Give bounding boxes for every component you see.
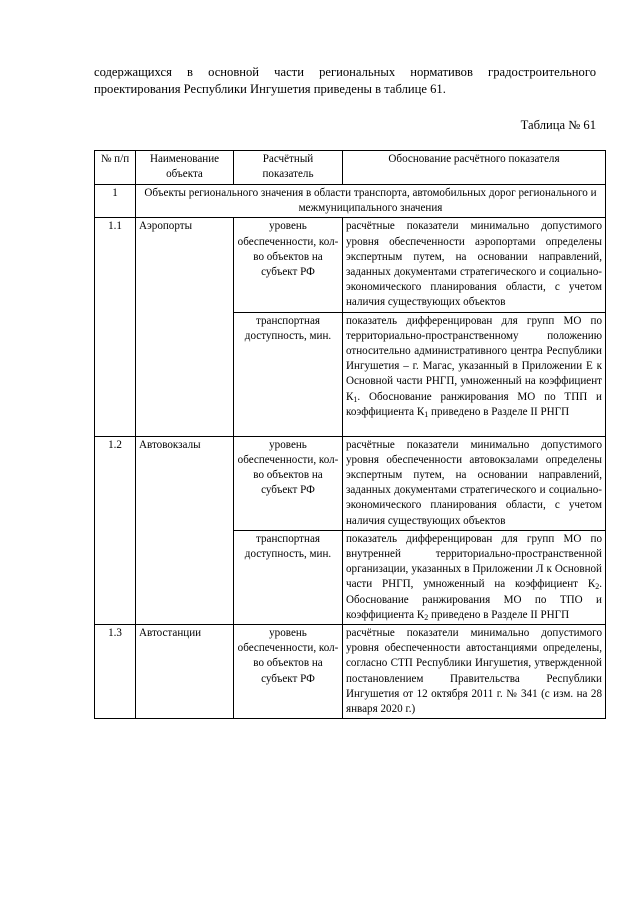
header-basis: Обоснование расчётного показателя [343, 151, 606, 185]
section-row [95, 185, 606, 218]
row-basis: расчётные показатели минимально допустимого уровня обеспеченности аэропортами определены экспертным путем, на основании направлений, заданных документами стратегического и социально-экономического планирования области, с учетом наличия существующих объектов [343, 218, 606, 312]
row-indicator: уровень обеспеченности, кол-во объектов на субъект РФ [234, 625, 343, 719]
row-num: 1.3 [95, 625, 136, 719]
basis-text: приведено в Разделе II РНГП [428, 405, 570, 418]
row-basis: расчётные показатели минимально допустимого уровня обеспеченности автостанциями определены, согласно СТП Республики Ингушетия, утвержденной постановлением Правительства Республики Ингушетия от 12 октября 2011 г. № 341 (с изм. на 28 января 2020 г.) [343, 625, 606, 719]
intro-line-1: содержащихся в основной части региональных нормативов градостроительного [94, 65, 596, 79]
table-header-row [95, 151, 606, 185]
basis-text: показатель дифференцирован для групп МО по внутренней территориально-пространственной организации, указанных в Приложении Л к Основной части РНГП, умноженный на коэффициент К [346, 532, 602, 591]
row-basis [343, 530, 606, 624]
table-caption: Таблица № 61 [520, 118, 596, 132]
norms-table [94, 150, 606, 719]
table-row [95, 436, 606, 530]
subscript: 2 [424, 612, 429, 622]
row-indicator: транспортная доступность, мин. [234, 312, 343, 436]
section-title: Объекты регионального значения в области транспорта, автомобильных дорог регионального и межмуниципального значения [136, 185, 606, 218]
table-row [95, 625, 606, 719]
row-object-name: Автостанции [136, 625, 234, 719]
section-num: 1 [95, 185, 136, 218]
row-basis [343, 312, 606, 436]
subscript: 2 [595, 582, 600, 592]
basis-text: приведено в Разделе II РНГП [428, 608, 570, 621]
table-row [95, 218, 606, 312]
header-indicator: Расчётный показатель [234, 151, 343, 185]
subscript: 1 [424, 409, 429, 419]
row-indicator: уровень обеспеченности, кол-во объектов на субъект РФ [234, 436, 343, 530]
intro-paragraph [94, 64, 596, 98]
basis-text: . Обоснование ранжирования МО по ТПО и коэффициента К [346, 578, 602, 621]
header-name: Наименование объекта [136, 151, 234, 185]
row-object-name: Аэропорты [136, 218, 234, 436]
row-object-name: Автовокзалы [136, 436, 234, 624]
row-num: 1.2 [95, 436, 136, 624]
header-num: № п/п [95, 151, 136, 185]
row-indicator: уровень обеспеченности, кол-во объектов на субъект РФ [234, 218, 343, 312]
basis-text: . Обоснование ранжирования МО по ТПП и коэффициента К [346, 390, 602, 418]
basis-text: показатель дифференцирован для групп МО по территориально-пространственному положению относительно административного центра Республики Ингушетия – г. Магас, указанный в Приложении Е к Основной части РНГП, умноженный на коэффициент К [346, 314, 602, 403]
row-basis: расчётные показатели минимально допустимого уровня обеспеченности автовокзалами определены экспертным путем, на основании направлений, заданных документами стратегического и социально-экономического планирования области, с учетом наличия существующих объектов [343, 436, 606, 530]
subscript: 1 [353, 394, 358, 404]
intro-line-2: проектирования Республики Ингушетия приведены в таблице 61. [94, 82, 446, 96]
row-num: 1.1 [95, 218, 136, 436]
row-indicator: транспортная доступность, мин. [234, 530, 343, 624]
